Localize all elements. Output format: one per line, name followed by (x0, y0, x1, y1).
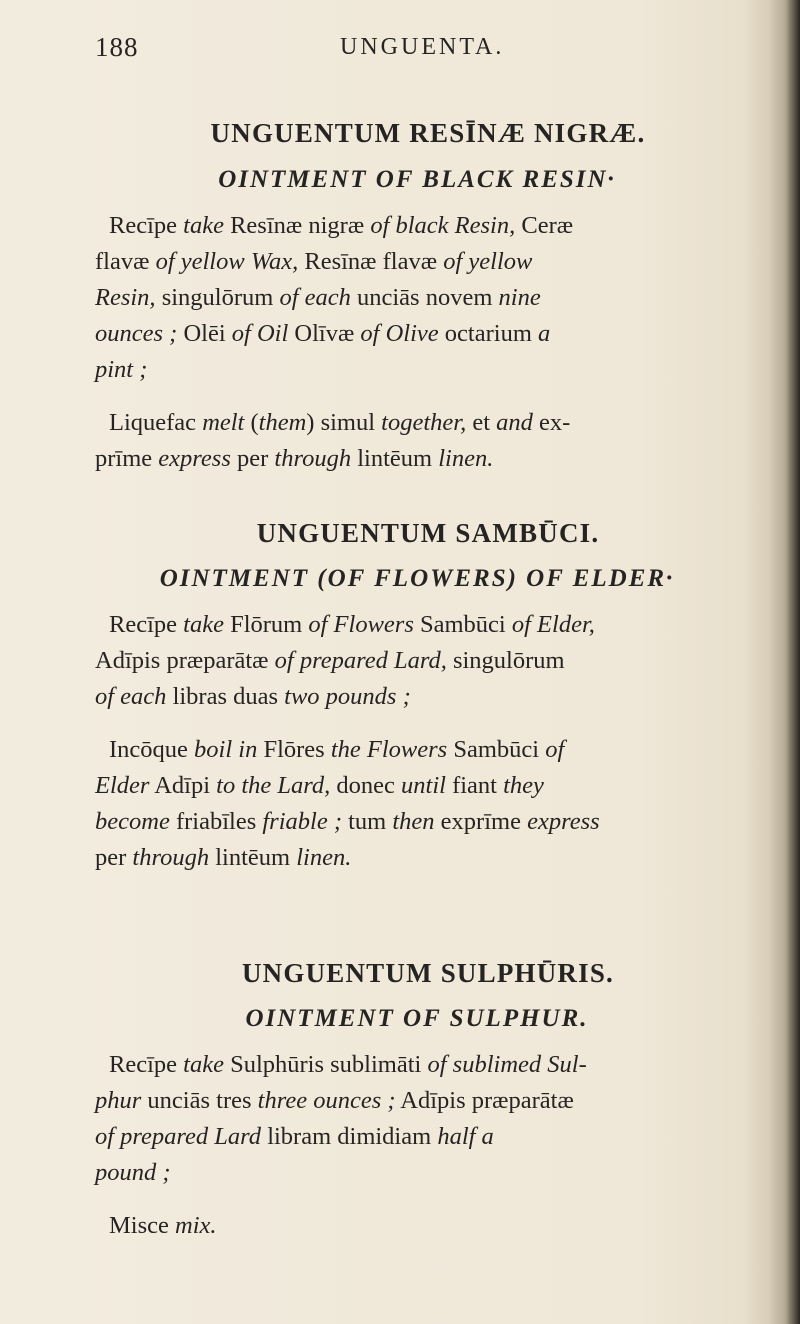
section-title: UNGUENTUM SULPHŪRIS. (241, 958, 615, 988)
latin-text: ex- (532, 409, 571, 436)
english-gloss: phur (95, 1087, 142, 1114)
latin-text: fiant (445, 772, 504, 799)
latin-text: Resīnæ flavæ (298, 248, 444, 275)
english-gloss: of prepared Lard (95, 1123, 262, 1150)
latin-text: Sulphūris sublimāti (223, 1051, 428, 1078)
latin-text: Recīpe (109, 212, 184, 239)
recipe-section-elder (95, 518, 725, 876)
latin-text: Adīpi (149, 772, 217, 799)
text-line (95, 1208, 725, 1244)
english-gloss: of (545, 736, 565, 763)
english-gloss: of Flowers (308, 611, 414, 638)
page-header (95, 32, 695, 72)
latin-text: donec (330, 772, 402, 799)
latin-text: libras duas (166, 683, 285, 710)
latin-text: prīme (95, 445, 159, 472)
latin-text: Adīpis præparātæ (395, 1087, 574, 1114)
text-line (95, 840, 725, 876)
latin-text: et (466, 409, 497, 436)
latin-text: Flōres (257, 736, 331, 763)
english-gloss: them (258, 409, 307, 436)
english-gloss: become (95, 808, 170, 835)
english-gloss: melt (202, 409, 245, 436)
latin-text: Olēi (177, 320, 232, 347)
english-gloss: of yellow Wax, (155, 248, 299, 275)
text-line (95, 441, 725, 477)
section-subtitle: OINTMENT OF BLACK RESIN· (218, 166, 616, 193)
section-subtitle: OINTMENT (OF FLOWERS) OF ELDER· (159, 565, 675, 592)
text-line (95, 352, 725, 388)
recipe-section-black-resin (95, 118, 725, 477)
text-line (95, 643, 725, 679)
english-gloss: two pounds ; (284, 683, 411, 710)
latin-text: tum (341, 808, 393, 835)
latin-text: singulōrum (446, 647, 565, 674)
english-gloss: express (527, 808, 600, 835)
latin-text: unciās novem (350, 284, 499, 311)
running-head: UNGUENTA. (340, 34, 505, 60)
text-line (95, 1155, 725, 1191)
text-line (95, 1119, 725, 1155)
english-gloss: and (496, 409, 533, 436)
latin-text: octarium (438, 320, 538, 347)
latin-text: Recīpe (109, 611, 184, 638)
text-line (95, 607, 725, 643)
latin-text: Resīnæ nigræ (223, 212, 371, 239)
english-gloss: pound ; (95, 1159, 171, 1186)
english-gloss: through (274, 445, 352, 472)
recipe-paragraph (95, 1047, 725, 1191)
latin-text: per (95, 844, 133, 871)
section-title: UNGUENTUM RESĪNÆ NIGRÆ. (210, 118, 646, 148)
english-gloss: through (132, 844, 210, 871)
english-gloss: they (503, 772, 544, 799)
text-line (95, 208, 725, 244)
recipe-section-sulphur (95, 958, 725, 1244)
english-gloss: of sublimed Sul- (427, 1051, 587, 1078)
latin-text: ) simul (306, 409, 382, 436)
text-line (95, 244, 725, 280)
english-gloss: then (392, 808, 435, 835)
recipe-paragraph (95, 405, 725, 477)
english-gloss: until (401, 772, 446, 799)
recipe-paragraph (95, 732, 725, 876)
text-line (95, 768, 725, 804)
english-gloss: of Oil (231, 320, 289, 347)
latin-text: Sambūci (447, 736, 546, 763)
section-subtitle: OINTMENT OF SULPHUR. (245, 1005, 589, 1032)
latin-text: flavæ (95, 248, 156, 275)
english-gloss: boil in (194, 736, 258, 763)
english-gloss: nine (498, 284, 541, 311)
text-line (95, 679, 725, 715)
text-line (95, 405, 725, 441)
text-line (95, 316, 725, 352)
english-gloss: Resin, (95, 284, 156, 311)
latin-text: Adīpis præparātæ (95, 647, 275, 674)
latin-text: lintēum (351, 445, 439, 472)
text-line (95, 1083, 725, 1119)
english-gloss: mix. (175, 1212, 217, 1239)
english-gloss: of Elder, (511, 611, 595, 638)
page-edge-shadow (786, 0, 800, 1324)
english-gloss: pint ; (95, 356, 148, 383)
latin-text: libram dimidiam (261, 1123, 438, 1150)
english-gloss: together, (381, 409, 467, 436)
english-gloss: the Flowers (330, 736, 448, 763)
latin-text: exprīme (434, 808, 528, 835)
text-line (95, 1047, 725, 1083)
text-line (95, 280, 725, 316)
latin-text: singulōrum (155, 284, 280, 311)
page-number: 188 (95, 32, 139, 62)
latin-text: Olīvæ (288, 320, 361, 347)
recipe-paragraph (95, 208, 725, 388)
latin-text: friabīles (169, 808, 263, 835)
section-title: UNGUENTUM SAMBŪCI. (256, 518, 600, 548)
latin-text: Liquefac (109, 409, 203, 436)
latin-text: Incōque (109, 736, 195, 763)
latin-text: unciās tres (141, 1087, 258, 1114)
english-gloss: take (183, 611, 224, 638)
text-line (95, 732, 725, 768)
latin-text: Recīpe (109, 1051, 184, 1078)
english-gloss: to the Lard, (216, 772, 331, 799)
english-gloss: take (183, 1051, 224, 1078)
latin-text: ( (244, 409, 259, 436)
english-gloss: half a (437, 1123, 494, 1150)
english-gloss: of each (279, 284, 351, 311)
latin-text: Flōrum (223, 611, 309, 638)
english-gloss: of yellow (443, 248, 533, 275)
english-gloss: ounces ; (95, 320, 178, 347)
latin-text: lintēum (209, 844, 297, 871)
english-gloss: linen. (296, 844, 352, 871)
english-gloss: a (538, 320, 551, 347)
latin-text: per (230, 445, 275, 472)
latin-text: Misce (109, 1212, 175, 1239)
english-gloss: of each (95, 683, 167, 710)
recipe-paragraph (95, 1208, 725, 1244)
english-gloss: three ounces ; (257, 1087, 396, 1114)
latin-text: Sambūci (413, 611, 512, 638)
english-gloss: linen. (438, 445, 494, 472)
english-gloss: Elder (95, 772, 150, 799)
english-gloss: of prepared Lard, (274, 647, 447, 674)
latin-text: Ceræ (515, 212, 574, 239)
english-gloss: of black Resin, (370, 212, 516, 239)
english-gloss: of Olive (360, 320, 439, 347)
text-line (95, 804, 725, 840)
english-gloss: friable ; (262, 808, 342, 835)
english-gloss: take (183, 212, 224, 239)
recipe-paragraph (95, 607, 725, 715)
english-gloss: express (158, 445, 231, 472)
